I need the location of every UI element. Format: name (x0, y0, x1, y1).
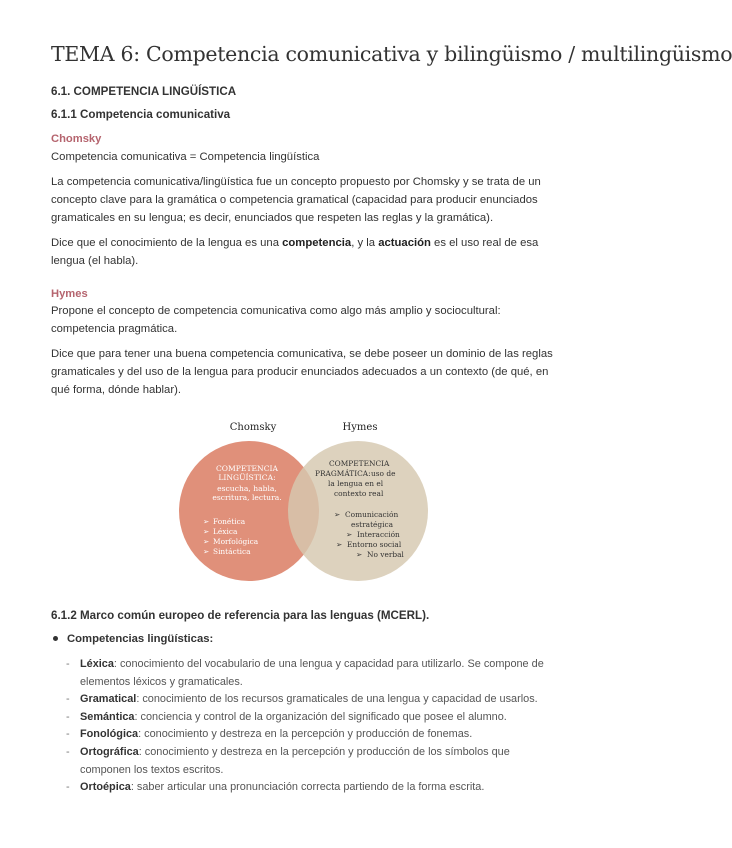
list-item: - Fonológica: conocimiento y destreza en la percepción y producción de fonemas. (66, 728, 473, 741)
page-title: TEMA 6: Competencia comunicativa y bilingüismo / multilingüismo (51, 42, 732, 66)
venn-left-arrow: ➢ (203, 547, 210, 556)
competencias-list (66, 656, 556, 797)
bullet-label: Competencias lingüísticas: (67, 633, 214, 645)
venn-right-title-1: COMPETENCIA (329, 459, 390, 468)
chomsky-equation: Competencia comunicativa = Competencia lingüística (51, 151, 320, 163)
venn-left-arrow: ➢ (203, 517, 210, 526)
list-item: - Léxica: conocimiento del vocabulario de una lengua y capacidad para utilizarlo. Se compone de elementos léxicos y gramaticales. (66, 658, 544, 688)
section-heading: 6.1. COMPETENCIA LINGÜÍSTICA (51, 85, 237, 98)
list-item: - Ortográfica: conocimiento y destreza en la percepción y producción de los símbolos que componen los textos escritos. (66, 745, 510, 776)
venn-right-item-4: No verbal (367, 550, 404, 559)
chomsky-heading: Chomsky (51, 133, 102, 145)
list-item: - Semántica: conciencia y control de la organización del significado que posee el alumno. (66, 710, 507, 723)
chomsky-paragraph-2: Dice que el conocimiento de la lengua es una competencia, y la actuación es el uso real de esa lengua (el habla). (51, 237, 539, 268)
venn-label-chomsky: Chomsky (229, 422, 277, 433)
hymes-paragraph-1: Propone el concepto de competencia comunicativa como algo más amplio y sociocultural: competencia pragmática. (51, 305, 501, 336)
venn-left-arrow: ➢ (203, 527, 210, 536)
subsection-heading-1: 6.1.1 Competencia comunicativa (51, 108, 231, 121)
venn-right-title-2: PRAGMÁTICA: (315, 469, 371, 478)
venn-right-arrow: ➢ (346, 530, 353, 539)
subsection-heading-2: 6.1.2 Marco común europeo de referencia para las lenguas (MCERL). (51, 609, 430, 622)
venn-right-title-5: contexto real (334, 489, 384, 498)
venn-left-item-4: Sintáctica (213, 547, 251, 556)
chomsky-paragraph-1: La competencia comunicativa/lingüística fue un concepto propuesto por Chomsky y se trata de un concepto clave para la gramática o competencia gramatical (capacidad para producir enunciados gramaticales en su lengua; es decir, enunciados que respeten las reglas y la gramática). (51, 176, 541, 225)
venn-right-arrow: ➢ (336, 540, 343, 549)
list-item: - Gramatical: conocimiento de los recursos gramaticales de una lengua y capacidad de usarlos. (66, 693, 538, 706)
venn-left-item-2: Léxica (213, 527, 238, 536)
venn-left-item-3: Morfológica (213, 537, 259, 546)
venn-diagram (0, 410, 600, 590)
list-item: - Ortoépica: saber articular una pronunciación correcta partiendo de la forma escrita. (66, 781, 485, 794)
venn-left-sub-1: escucha, habla, (217, 484, 277, 493)
venn-left-item-1: Fonética (213, 517, 246, 526)
venn-right-item-3: Entorno social (347, 540, 402, 549)
venn-left-arrow: ➢ (203, 537, 210, 546)
bullet-dot (53, 636, 58, 641)
venn-right-title-4: la lengua en el (328, 479, 384, 488)
hymes-paragraph-2: Dice que para tener una buena competencia comunicativa, se debe poseer un dominio de las reglas gramaticales y del uso de la lengua para producir enunciados adecuados a un contexto (de qué, en qué forma, dónde hablar). (51, 348, 553, 397)
venn-right-item-1: Comunicación (345, 510, 399, 519)
venn-right-item-1b: estratégica (351, 520, 394, 529)
venn-right-item-2: Interacción (357, 530, 400, 539)
venn-label-hymes: Hymes (342, 422, 378, 433)
venn-right-title-3: uso de (371, 469, 396, 478)
bullet-competencias (51, 633, 213, 645)
hymes-heading: Hymes (51, 288, 88, 300)
venn-right-arrow: ➢ (356, 550, 363, 559)
venn-left-title-1: COMPETENCIA (215, 464, 279, 473)
venn-left-sub-2: escritura, lectura. (212, 493, 282, 502)
venn-left-title-2: LINGÜÍSTICA: (218, 473, 276, 482)
venn-right-arrow: ➢ (334, 510, 341, 519)
